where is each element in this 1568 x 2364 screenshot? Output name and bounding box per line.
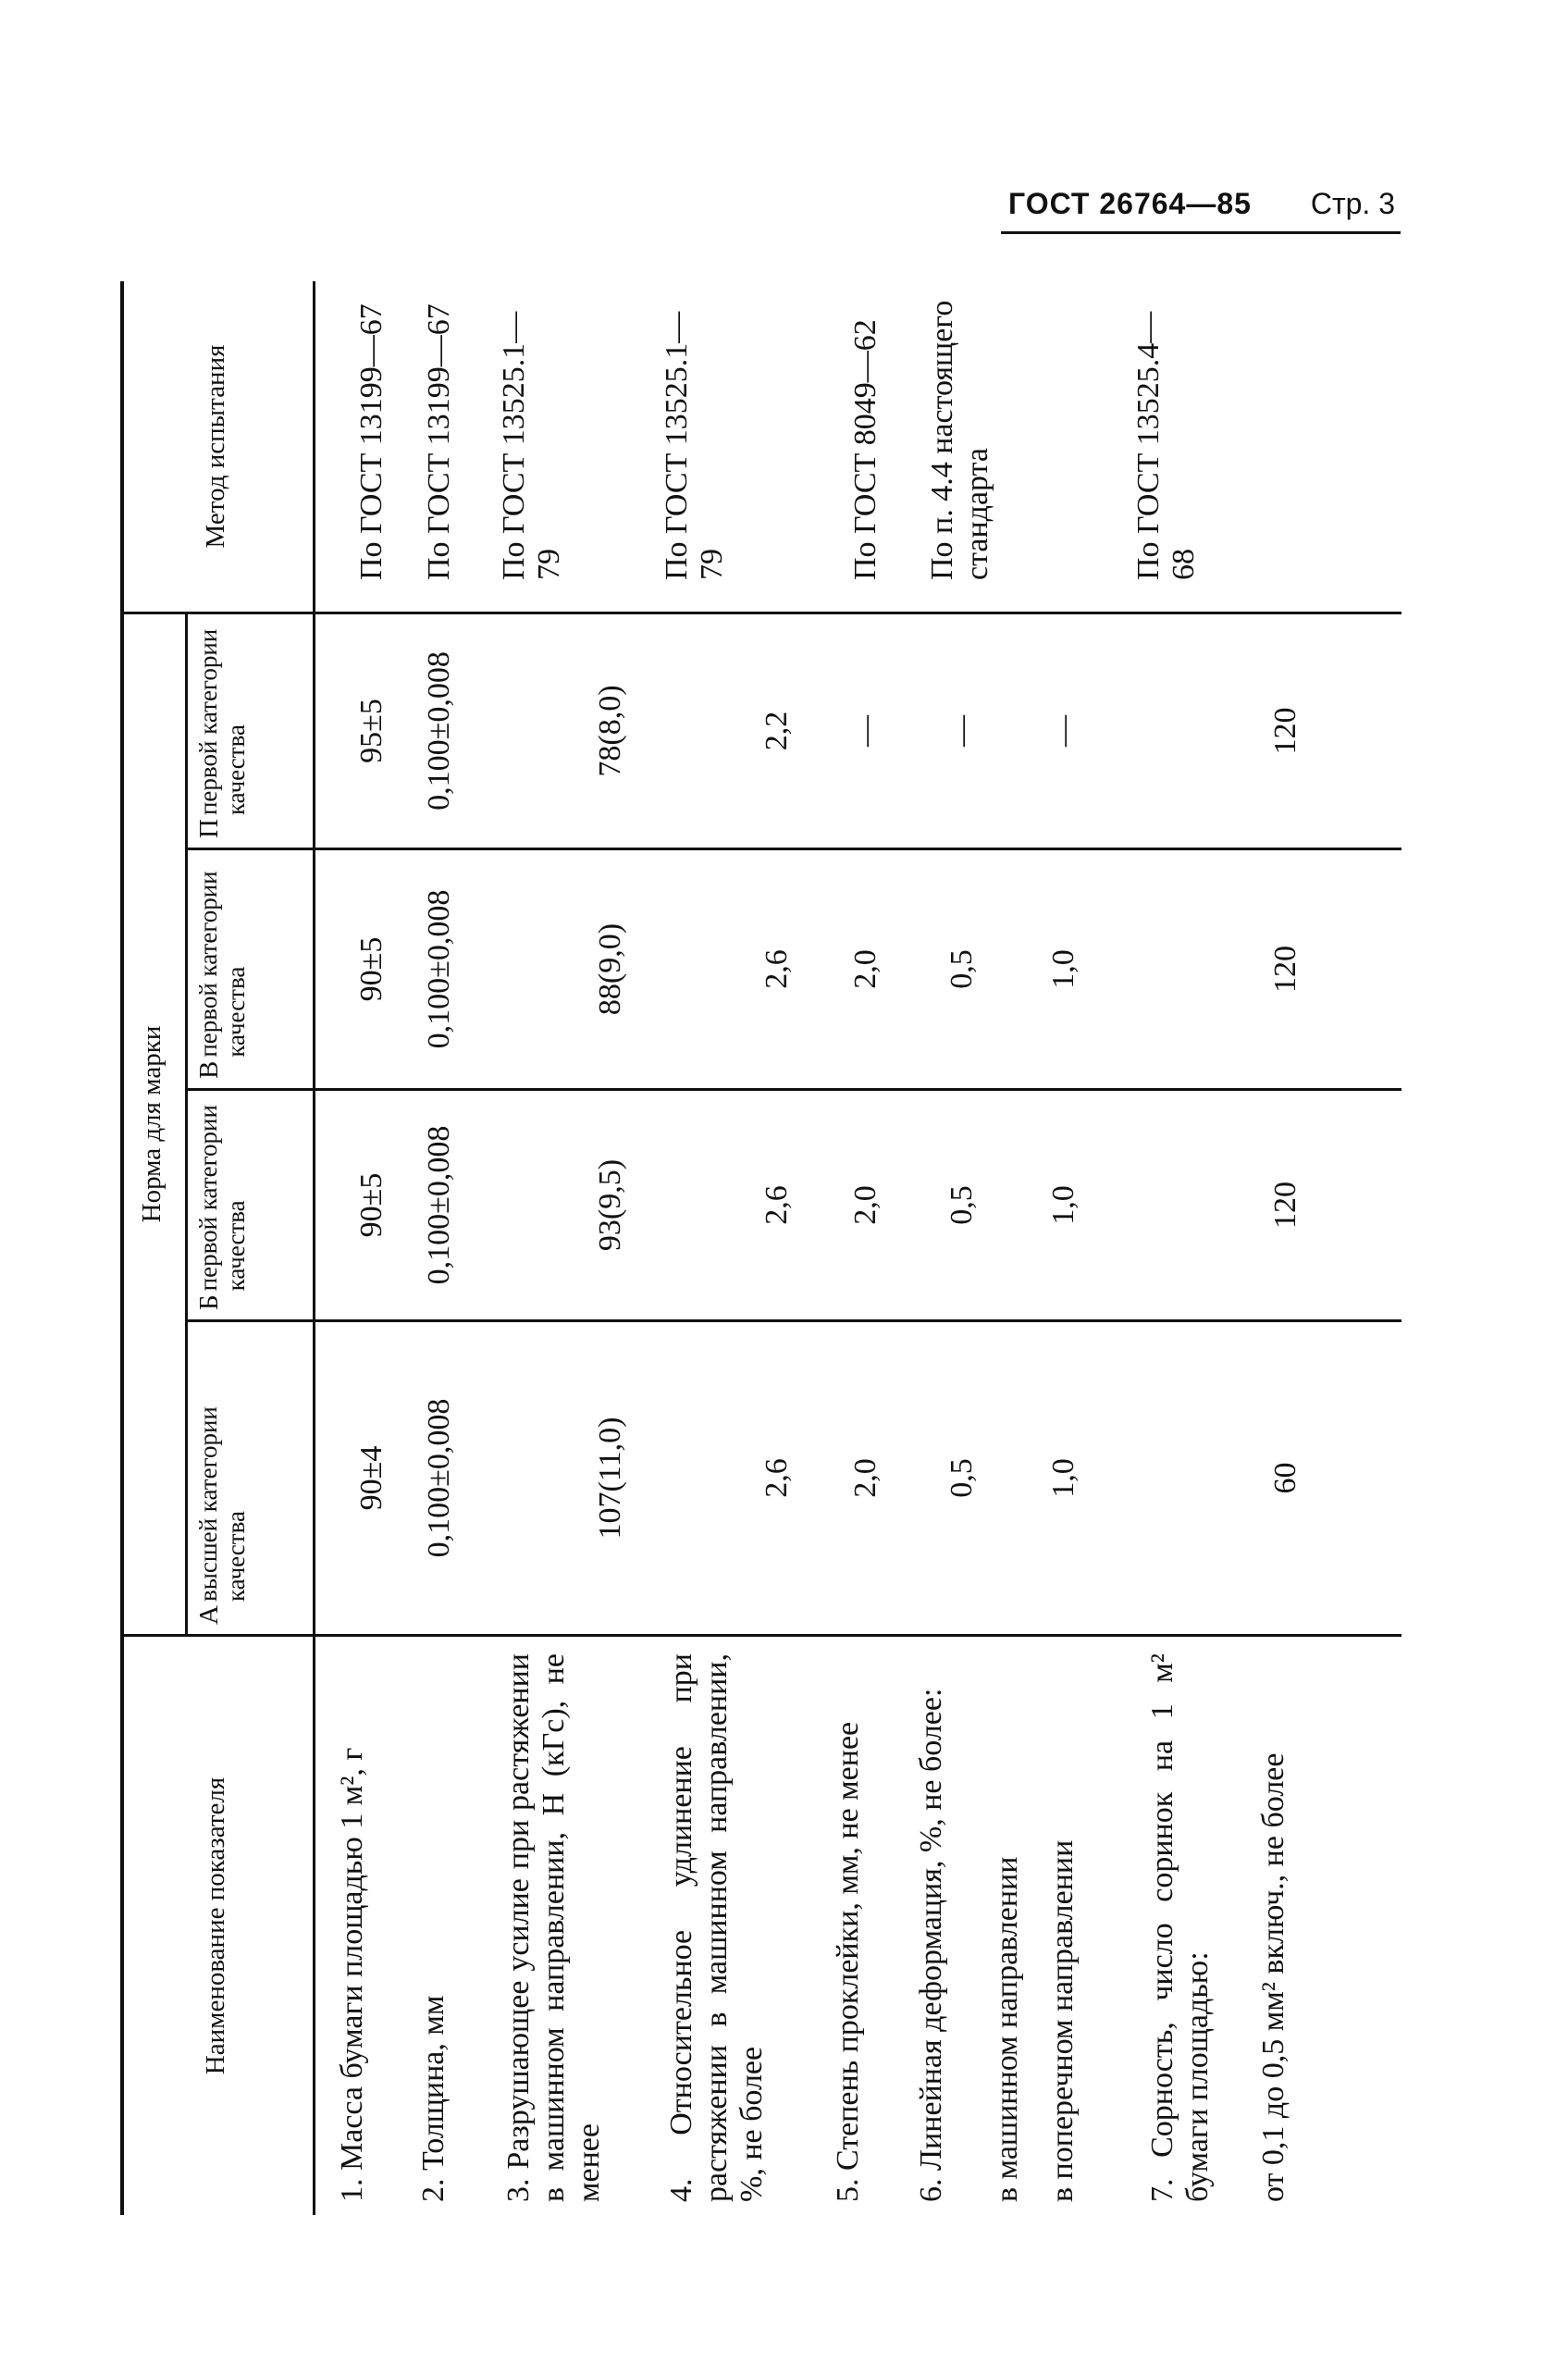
grade-v-mark: В — [194, 1060, 224, 1079]
row-7a-value-v: 120 — [1268, 946, 1303, 993]
row-5-name: 5. Степень проклейки, мм, не менее — [831, 1721, 865, 2202]
header-bottom-rule — [313, 281, 315, 2215]
row-2-value-b: 0,100±0,008 — [422, 1125, 456, 1285]
row-7a-value-p: 120 — [1268, 707, 1303, 755]
row-4-value-b: 2,6 — [759, 1185, 794, 1225]
row-4-name: 4. Относительное удлинение при растяжении в машинном направлении, %, не более — [664, 1653, 770, 2202]
specification-table — [120, 281, 1401, 2215]
row-3-value-p: 78(8,0) — [593, 685, 627, 777]
row-1-value-a: 90±4 — [354, 1445, 389, 1511]
row-6a-name: в машинном направлении — [990, 1856, 1024, 2202]
row-2-value-v: 0,100±0,008 — [422, 889, 456, 1049]
row-1-method: По ГОСТ 13199—67 — [353, 303, 389, 580]
grade-p-quality: первой категории качества — [194, 628, 250, 816]
header-rule — [1001, 231, 1401, 234]
row-1-value-b: 90±5 — [354, 1172, 389, 1238]
row-4-value-v: 2,6 — [759, 949, 794, 989]
row-6b-value-b: 1,0 — [1046, 1185, 1080, 1225]
row-2-method: По ГОСТ 13199—67 — [421, 303, 456, 580]
row-6a-value-p: — — [945, 715, 979, 747]
grade-b-quality: первой категории качества — [194, 1105, 250, 1292]
grade-a-header — [188, 1322, 313, 1634]
grade-a-quality: высшей категории качества — [194, 1406, 250, 1603]
grade-v-quality: первой категории качества — [194, 871, 250, 1058]
row-6b-value-a: 1,0 — [1046, 1458, 1080, 1498]
row-6a-value-a: 0,5 — [945, 1458, 979, 1498]
row-5-method: По ГОСТ 8049—62 — [847, 319, 883, 580]
grade-p-mark: П — [194, 819, 224, 838]
grade-p-header — [188, 614, 313, 848]
rotated-table-container — [120, 281, 1401, 2215]
row-6b-value-p: — — [1046, 715, 1080, 747]
method-column-header: Метод испытания — [201, 344, 231, 549]
grade-b-mark: Б — [194, 1294, 224, 1310]
page-number: Стр. 3 — [1310, 187, 1395, 220]
row-1-value-v: 90±5 — [354, 936, 389, 1002]
row-6a-value-v: 0,5 — [945, 949, 979, 989]
row-6b-value-v: 1,0 — [1046, 949, 1080, 989]
grade-b-header — [188, 1091, 313, 1319]
row-7-name: 7. Сорность, число соринок на 1 м² бумаги площадью: — [1145, 1653, 1216, 2202]
row-6-name: 6. Линейная деформация, %, не более: — [914, 1688, 948, 2202]
row-7-method: По ГОСТ 13525.4—68 — [1130, 311, 1201, 580]
page-header — [997, 187, 1414, 239]
row-7a-name: от 0,1 до 0,5 мм² включ., не более — [1256, 1752, 1290, 2202]
row-7a-value-a: 60 — [1268, 1462, 1303, 1494]
norm-column-header: Норма для марки — [137, 1025, 167, 1223]
row-6a-value-b: 0,5 — [945, 1185, 979, 1225]
row-3-value-a: 107(11,0) — [593, 1417, 627, 1540]
row-1-value-p: 95±5 — [354, 699, 389, 763]
row-4-value-a: 2,6 — [759, 1458, 794, 1498]
row-3-method: По ГОСТ 13525.1—79 — [496, 311, 566, 580]
grade-a-mark: А — [194, 1605, 224, 1625]
row-1-name: 1. Масса бумаги площадью 1 м², г — [335, 1747, 369, 2202]
grade-v-header — [188, 850, 313, 1088]
row-3-value-b: 93(9,5) — [593, 1158, 627, 1252]
row-5-value-v: 2,0 — [848, 949, 883, 989]
row-5-value-b: 2,0 — [848, 1185, 883, 1225]
row-2-value-a: 0,100±0,008 — [422, 1398, 456, 1558]
row-5-value-a: 2,0 — [848, 1458, 883, 1498]
row-4-method: По ГОСТ 13525.1—79 — [659, 311, 729, 580]
row-3-name: 3. Разрушающее усилие при растяжении в машинном направлении, Н (кГс), не менее — [501, 1653, 607, 2202]
row-2-value-p: 0,100±0,008 — [422, 651, 456, 811]
name-column-header: Наименование показателя — [201, 1776, 231, 2075]
row-6b-name: в поперечном направлении — [1045, 1839, 1080, 2202]
row-3-value-v: 88(9,0) — [593, 922, 627, 1016]
row-5-value-p: — — [848, 715, 883, 747]
row-4-value-p: 2,2 — [759, 711, 794, 751]
row-2-name: 2. Толщина, мм — [416, 1995, 451, 2202]
row-7a-value-b: 120 — [1268, 1182, 1303, 1229]
standard-number: ГОСТ 26764—85 — [1008, 187, 1252, 220]
row-6-method: По п. 4.4 настоящего стандарта — [924, 300, 994, 580]
